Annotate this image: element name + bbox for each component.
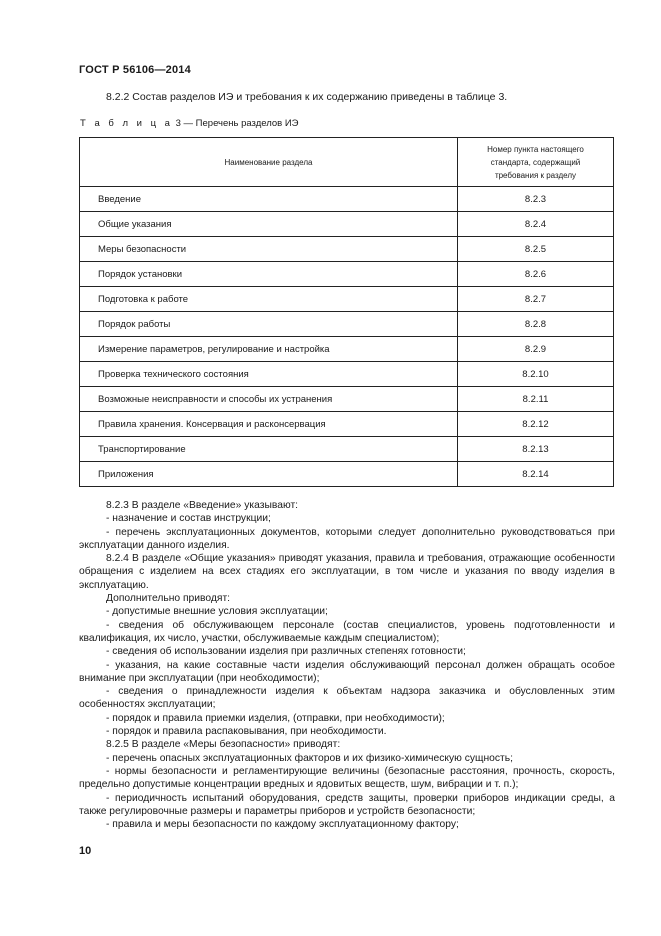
col-header-line: Номер пункта настоящего: [487, 144, 584, 154]
table-row: [80, 187, 614, 212]
body-paragraph: - перечень эксплуатационных документов, которыми следует дополнительно руководствоваться при эксплуатации данного изделия.: [79, 526, 615, 551]
clause-number-cell: 8.2.12: [458, 412, 614, 437]
clause-number-cell: 8.2.5: [458, 237, 614, 262]
body-paragraph: - правила и меры безопасности по каждому эксплуатационному фактору;: [106, 819, 459, 831]
section-name-cell: Приложения: [80, 462, 458, 487]
section-name-cell: Проверка технического состояния: [80, 362, 458, 387]
table-row: [80, 412, 614, 437]
intro-paragraph: 8.2.2 Состав разделов ИЭ и требования к их содержанию приведены в таблице 3.: [106, 91, 508, 103]
clause-number-cell: 8.2.11: [458, 387, 614, 412]
page-number: 10: [79, 845, 92, 857]
clause-number-cell: 8.2.6: [458, 262, 614, 287]
body-paragraph: - назначение и состав инструкции;: [106, 513, 271, 525]
section-name-cell: Подготовка к работе: [80, 287, 458, 312]
body-paragraph: Дополнительно приводят:: [106, 593, 231, 605]
section-name-cell: Порядок работы: [80, 312, 458, 337]
body-paragraph: - сведения об обслуживающем персонале (состав специалистов, уровень подготовленности и квалификация, их число, участки, обслуживаемые каждым специалистом);: [79, 619, 615, 644]
section-name-cell: Измерение параметров, регулирование и настройка: [80, 337, 458, 362]
body-paragraph: - сведения о принадлежности изделия к объектам надзора заказчика и обусловленных этим особенностях эксплуатации;: [79, 686, 615, 711]
body-text: [79, 499, 615, 831]
table-row: [80, 287, 614, 312]
table-caption-label: Т а б л и ц а: [80, 118, 173, 129]
body-paragraph: 8.2.5 В разделе «Меры безопасности» приводят:: [106, 739, 341, 751]
table-row: [80, 337, 614, 362]
body-paragraph: - указания, на какие составные части изделия обслуживающий персонал должен обращать особое внимание при эксплуатации (при необходимости);: [79, 659, 615, 684]
body-paragraph: - перечень опасных эксплуатационных факторов и их физико-химическую сущность;: [106, 752, 513, 764]
table-row: [80, 437, 614, 462]
clause-number-cell: 8.2.4: [458, 212, 614, 237]
table-caption-number: 3: [175, 118, 181, 129]
body-paragraph: - порядок и правила распаковывания, при необходимости.: [106, 726, 387, 738]
clause-number-cell: 8.2.7: [458, 287, 614, 312]
table-caption-title: — Перечень разделов ИЭ: [183, 118, 299, 129]
table-row: [80, 237, 614, 262]
table-header-row: [80, 138, 614, 187]
section-name-cell: Введение: [80, 187, 458, 212]
section-name-cell: Возможные неисправности и способы их устранения: [80, 387, 458, 412]
table-row: [80, 312, 614, 337]
table-row: [80, 387, 614, 412]
clause-number-cell: 8.2.9: [458, 337, 614, 362]
clause-number-cell: 8.2.10: [458, 362, 614, 387]
section-name-cell: Порядок установки: [80, 262, 458, 287]
section-name-cell: Транспортирование: [80, 437, 458, 462]
body-paragraph: 8.2.3 В разделе «Введение» указывают:: [106, 500, 299, 511]
body-paragraph: - допустимые внешние условия эксплуатации;: [106, 606, 328, 618]
section-name-cell: Общие указания: [80, 212, 458, 237]
sections-table: [79, 137, 614, 487]
body-paragraph: 8.2.4 В разделе «Общие указания» приводят указания, правила и требования, отражающие особенности обращения с изделием на всех стадиях его эксплуатации, в том числе и указания по вводу изделия в эксплуатацию.: [79, 553, 615, 591]
col-header-section-name: Наименование раздела: [80, 138, 458, 187]
clause-number-cell: 8.2.14: [458, 462, 614, 487]
section-name-cell: Меры безопасности: [80, 237, 458, 262]
body-paragraph: - сведения об использовании изделия при различных степенях готовности;: [106, 646, 466, 658]
table-row: [80, 212, 614, 237]
col-header-line: требования к разделу: [494, 170, 577, 180]
body-paragraph: - периодичность испытаний оборудования, средств защиты, проверки приборов индикации среды, а также регулировочные размеры и параметры приборов и устройств безопасности;: [79, 792, 615, 817]
col-header-line: стандарта, содержащий: [490, 157, 581, 167]
body-paragraph: - нормы безопасности и регламентирующие величины (безопасные расстояния, прочность, скорость, предельно допустимые концентрации вредных и ядовитых веществ, шум, вибрации и т. п.);: [79, 765, 615, 791]
table-caption: [80, 118, 299, 129]
col-header-clause-number: [458, 138, 614, 187]
clause-number-cell: 8.2.13: [458, 437, 614, 462]
body-paragraph: - порядок и правила приемки изделия, (отправки, при необходимости);: [106, 712, 445, 724]
clause-number-cell: 8.2.3: [458, 187, 614, 212]
document-code: ГОСТ Р 56106—2014: [79, 64, 191, 76]
table-row: [80, 462, 614, 487]
section-name-cell: Правила хранения. Консервация и расконсервация: [80, 412, 458, 437]
clause-number-cell: 8.2.8: [458, 312, 614, 337]
table-row: [80, 262, 614, 287]
table-row: [80, 362, 614, 387]
